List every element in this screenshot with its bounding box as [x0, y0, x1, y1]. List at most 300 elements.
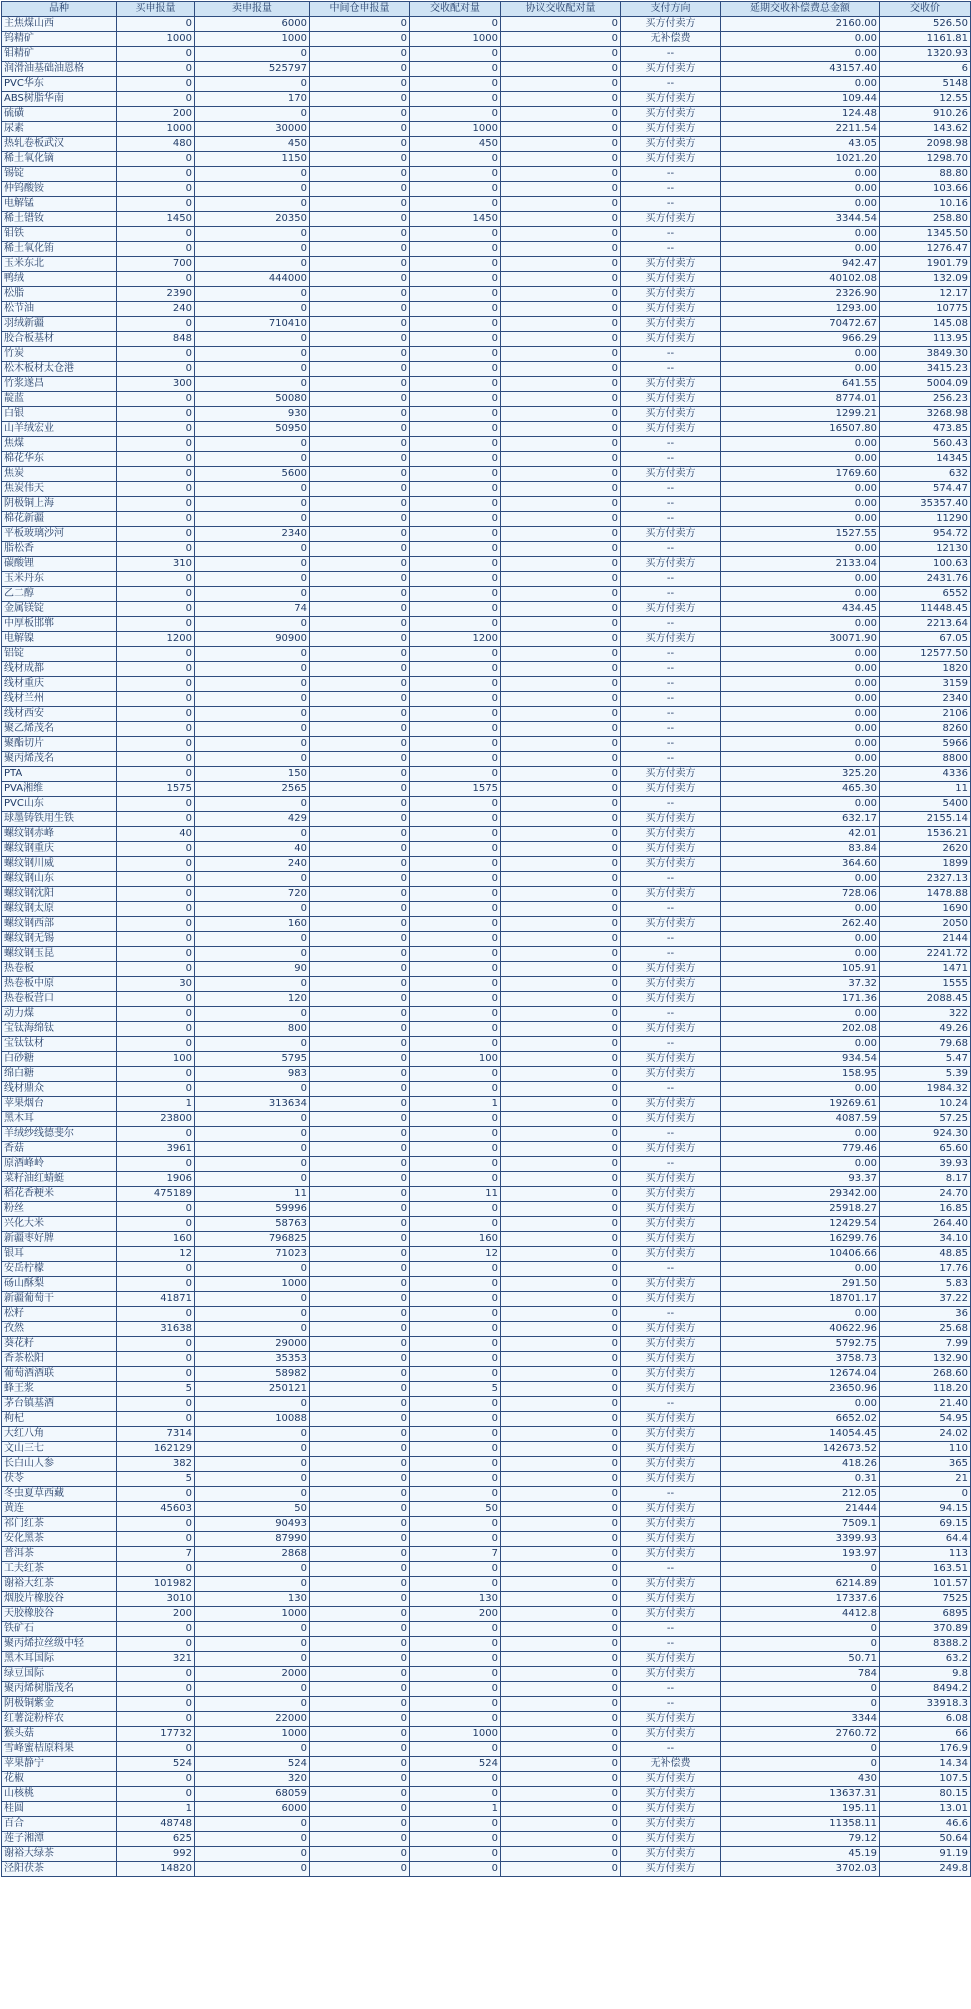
table-row	[2, 242, 971, 257]
cell-variety: 主焦煤山西	[2, 17, 117, 32]
cell-delivery-matched: 0	[410, 1367, 501, 1382]
cell-sell-declared: 50	[195, 1502, 310, 1517]
cell-delivery-matched: 0	[410, 272, 501, 287]
cell-payment-direction: 买方付卖方	[621, 1832, 721, 1847]
table-row	[2, 572, 971, 587]
cell-intermediate-declared: 0	[310, 1787, 410, 1802]
cell-delivery-price: 1536.21	[880, 827, 971, 842]
cell-sell-declared: 10088	[195, 1412, 310, 1427]
cell-payment-direction: --	[621, 1262, 721, 1277]
cell-variety: 焦炭	[2, 467, 117, 482]
cell-sell-declared: 0	[195, 557, 310, 572]
cell-sell-declared: 1150	[195, 152, 310, 167]
cell-buy-declared: 0	[117, 617, 195, 632]
cell-variety: 螺纹钢山东	[2, 872, 117, 887]
cell-agreement-matched: 0	[501, 287, 621, 302]
table-row	[2, 1847, 971, 1862]
cell-delivery-matched: 0	[410, 47, 501, 62]
table-row	[2, 1577, 971, 1592]
cell-variety: 线材重庆	[2, 677, 117, 692]
cell-compensation-total: 0.00	[721, 242, 880, 257]
cell-compensation-total: 1527.55	[721, 527, 880, 542]
cell-agreement-matched: 0	[501, 962, 621, 977]
cell-delivery-matched: 0	[410, 1172, 501, 1187]
cell-buy-declared: 0	[117, 17, 195, 32]
cell-payment-direction: --	[621, 722, 721, 737]
cell-agreement-matched: 0	[501, 1262, 621, 1277]
cell-delivery-price: 33918.3	[880, 1697, 971, 1712]
cell-delivery-matched: 0	[410, 17, 501, 32]
cell-agreement-matched: 0	[501, 452, 621, 467]
cell-delivery-matched: 0	[410, 62, 501, 77]
cell-delivery-price: 5.47	[880, 1052, 971, 1067]
cell-intermediate-declared: 0	[310, 1007, 410, 1022]
cell-payment-direction: 买方付卖方	[621, 992, 721, 1007]
cell-variety: 螺纹钢玉昆	[2, 947, 117, 962]
cell-compensation-total: 12429.54	[721, 1217, 880, 1232]
cell-compensation-total: 193.97	[721, 1547, 880, 1562]
cell-compensation-total: 195.11	[721, 1802, 880, 1817]
cell-intermediate-declared: 0	[310, 167, 410, 182]
cell-sell-declared: 0	[195, 242, 310, 257]
cell-variety: 红薯淀粉梓农	[2, 1712, 117, 1727]
cell-buy-declared: 1	[117, 1097, 195, 1112]
cell-delivery-price: 5966	[880, 737, 971, 752]
cell-compensation-total: 16299.76	[721, 1232, 880, 1247]
cell-intermediate-declared: 0	[310, 1757, 410, 1772]
cell-variety: 碳酸锂	[2, 557, 117, 572]
cell-delivery-price: 7525	[880, 1592, 971, 1607]
cell-buy-declared: 14820	[117, 1862, 195, 1877]
cell-payment-direction: 买方付卖方	[621, 1052, 721, 1067]
cell-variety: 鸭绒	[2, 272, 117, 287]
cell-sell-declared: 250121	[195, 1382, 310, 1397]
cell-delivery-matched: 0	[410, 887, 501, 902]
cell-variety: 稀土镨钕	[2, 212, 117, 227]
cell-intermediate-declared: 0	[310, 137, 410, 152]
cell-compensation-total: 0.00	[721, 1082, 880, 1097]
cell-payment-direction: 买方付卖方	[621, 1337, 721, 1352]
cell-intermediate-declared: 0	[310, 1772, 410, 1787]
cell-buy-declared: 310	[117, 557, 195, 572]
cell-sell-declared: 0	[195, 827, 310, 842]
cell-payment-direction: 买方付卖方	[621, 1067, 721, 1082]
cell-delivery-price: 145.08	[880, 317, 971, 332]
cell-buy-declared: 1200	[117, 632, 195, 647]
cell-delivery-price: 5.83	[880, 1277, 971, 1292]
cell-intermediate-declared: 0	[310, 1142, 410, 1157]
cell-variety: 脂松香	[2, 542, 117, 557]
cell-compensation-total: 2211.54	[721, 122, 880, 137]
cell-compensation-total: 13637.31	[721, 1787, 880, 1802]
cell-delivery-matched: 0	[410, 1142, 501, 1157]
cell-compensation-total: 942.47	[721, 257, 880, 272]
cell-delivery-matched: 0	[410, 767, 501, 782]
cell-buy-declared: 0	[117, 707, 195, 722]
cell-intermediate-declared: 0	[310, 362, 410, 377]
cell-payment-direction: --	[621, 1742, 721, 1757]
cell-buy-declared: 0	[117, 167, 195, 182]
table-row	[2, 587, 971, 602]
cell-variety: 羊绒纱线德斐尔	[2, 1127, 117, 1142]
cell-sell-declared: 130	[195, 1592, 310, 1607]
cell-buy-declared: 0	[117, 1127, 195, 1142]
cell-delivery-matched: 1000	[410, 1727, 501, 1742]
cell-variety: 安化黑茶	[2, 1532, 117, 1547]
cell-compensation-total: 0.31	[721, 1472, 880, 1487]
table-row	[2, 1787, 971, 1802]
cell-payment-direction: --	[621, 1487, 721, 1502]
cell-delivery-price: 322	[880, 1007, 971, 1022]
cell-delivery-matched: 0	[410, 452, 501, 467]
cell-delivery-matched: 0	[410, 1862, 501, 1877]
cell-agreement-matched: 0	[501, 1847, 621, 1862]
cell-agreement-matched: 0	[501, 677, 621, 692]
cell-delivery-price: 6895	[880, 1607, 971, 1622]
cell-agreement-matched: 0	[501, 1232, 621, 1247]
table-row	[2, 1112, 971, 1127]
cell-delivery-price: 48.85	[880, 1247, 971, 1262]
cell-delivery-matched: 100	[410, 1052, 501, 1067]
table-row	[2, 1457, 971, 1472]
cell-variety: 菜籽油红蜻蜓	[2, 1172, 117, 1187]
cell-payment-direction: 买方付卖方	[621, 857, 721, 872]
cell-delivery-price: 1471	[880, 962, 971, 977]
cell-intermediate-declared: 0	[310, 1292, 410, 1307]
cell-payment-direction: 买方付卖方	[621, 1862, 721, 1877]
cell-sell-declared: 71023	[195, 1247, 310, 1262]
header-delivery-matched: 交收配对量	[410, 2, 501, 17]
table-row	[2, 677, 971, 692]
cell-delivery-price: 3415.23	[880, 362, 971, 377]
cell-sell-declared: 240	[195, 857, 310, 872]
cell-intermediate-declared: 0	[310, 782, 410, 797]
cell-intermediate-declared: 0	[310, 482, 410, 497]
cell-payment-direction: --	[621, 1082, 721, 1097]
cell-variety: 苹果烟台	[2, 1097, 117, 1112]
cell-intermediate-declared: 0	[310, 542, 410, 557]
cell-intermediate-declared: 0	[310, 917, 410, 932]
cell-agreement-matched: 0	[501, 1202, 621, 1217]
cell-payment-direction: 买方付卖方	[621, 422, 721, 437]
cell-sell-declared: 11	[195, 1187, 310, 1202]
cell-sell-declared: 0	[195, 1127, 310, 1142]
cell-intermediate-declared: 0	[310, 662, 410, 677]
cell-variety: 香菇	[2, 1142, 117, 1157]
cell-payment-direction: --	[621, 227, 721, 242]
cell-buy-declared: 0	[117, 842, 195, 857]
cell-buy-declared: 0	[117, 992, 195, 1007]
cell-compensation-total: 40622.96	[721, 1322, 880, 1337]
cell-intermediate-declared: 0	[310, 92, 410, 107]
cell-compensation-total: 364.60	[721, 857, 880, 872]
cell-payment-direction: 买方付卖方	[621, 1427, 721, 1442]
table-row	[2, 107, 971, 122]
table-row	[2, 1757, 971, 1772]
cell-delivery-matched: 0	[410, 1682, 501, 1697]
cell-delivery-price: 1690	[880, 902, 971, 917]
cell-buy-declared: 0	[117, 1037, 195, 1052]
cell-delivery-price: 14.34	[880, 1757, 971, 1772]
cell-delivery-matched: 0	[410, 1652, 501, 1667]
cell-intermediate-declared: 0	[310, 1472, 410, 1487]
cell-variety: 螺纹钢沈阳	[2, 887, 117, 902]
cell-delivery-price: 2155.14	[880, 812, 971, 827]
table-row	[2, 1382, 971, 1397]
cell-compensation-total: 0.00	[721, 182, 880, 197]
cell-sell-declared: 0	[195, 1112, 310, 1127]
cell-buy-declared: 0	[117, 407, 195, 422]
cell-sell-declared: 35353	[195, 1352, 310, 1367]
cell-delivery-matched: 0	[410, 557, 501, 572]
cell-intermediate-declared: 0	[310, 1832, 410, 1847]
cell-delivery-matched: 0	[410, 1517, 501, 1532]
table-row	[2, 647, 971, 662]
cell-variety: 苹果静宁	[2, 1757, 117, 1772]
cell-buy-declared: 848	[117, 332, 195, 347]
table-row	[2, 767, 971, 782]
table-row	[2, 1217, 971, 1232]
cell-payment-direction: 买方付卖方	[621, 977, 721, 992]
cell-sell-declared: 983	[195, 1067, 310, 1082]
cell-buy-declared: 0	[117, 1082, 195, 1097]
cell-delivery-matched: 0	[410, 1127, 501, 1142]
cell-delivery-price: 8260	[880, 722, 971, 737]
cell-sell-declared: 313634	[195, 1097, 310, 1112]
cell-compensation-total: 171.36	[721, 992, 880, 1007]
cell-agreement-matched: 0	[501, 647, 621, 662]
cell-agreement-matched: 0	[501, 467, 621, 482]
cell-delivery-price: 365	[880, 1457, 971, 1472]
cell-agreement-matched: 0	[501, 872, 621, 887]
cell-agreement-matched: 0	[501, 977, 621, 992]
cell-delivery-matched: 0	[410, 542, 501, 557]
cell-variety: 线材西安	[2, 707, 117, 722]
cell-delivery-matched: 0	[410, 512, 501, 527]
cell-variety: 铝锭	[2, 647, 117, 662]
cell-agreement-matched: 0	[501, 1592, 621, 1607]
cell-agreement-matched: 0	[501, 1757, 621, 1772]
table-row	[2, 122, 971, 137]
cell-intermediate-declared: 0	[310, 1262, 410, 1277]
cell-agreement-matched: 0	[501, 32, 621, 47]
cell-intermediate-declared: 0	[310, 197, 410, 212]
cell-delivery-matched: 0	[410, 287, 501, 302]
cell-payment-direction: --	[621, 47, 721, 62]
cell-variety: 电解镍	[2, 632, 117, 647]
table-row	[2, 62, 971, 77]
cell-payment-direction: 买方付卖方	[621, 1322, 721, 1337]
cell-intermediate-declared: 0	[310, 302, 410, 317]
cell-delivery-price: 50.64	[880, 1832, 971, 1847]
cell-intermediate-declared: 0	[310, 1652, 410, 1667]
cell-variety: 松籽	[2, 1307, 117, 1322]
cell-agreement-matched: 0	[501, 1622, 621, 1637]
cell-agreement-matched: 0	[501, 1862, 621, 1877]
cell-delivery-price: 163.51	[880, 1562, 971, 1577]
cell-compensation-total: 779.46	[721, 1142, 880, 1157]
cell-buy-declared: 0	[117, 272, 195, 287]
cell-agreement-matched: 0	[501, 947, 621, 962]
cell-delivery-matched: 1	[410, 1097, 501, 1112]
cell-intermediate-declared: 0	[310, 122, 410, 137]
cell-buy-declared: 0	[117, 1277, 195, 1292]
cell-payment-direction: 买方付卖方	[621, 1142, 721, 1157]
cell-variety: 聚丙烯树脂茂名	[2, 1682, 117, 1697]
cell-sell-declared: 0	[195, 662, 310, 677]
cell-buy-declared: 2390	[117, 287, 195, 302]
cell-buy-declared: 0	[117, 1367, 195, 1382]
cell-compensation-total: 21444	[721, 1502, 880, 1517]
table-row	[2, 1832, 971, 1847]
cell-agreement-matched: 0	[501, 1682, 621, 1697]
cell-buy-declared: 0	[117, 47, 195, 62]
cell-delivery-matched: 1450	[410, 212, 501, 227]
cell-agreement-matched: 0	[501, 782, 621, 797]
cell-sell-declared: 90	[195, 962, 310, 977]
table-row	[2, 557, 971, 572]
cell-payment-direction: 买方付卖方	[621, 317, 721, 332]
cell-compensation-total: 966.29	[721, 332, 880, 347]
cell-intermediate-declared: 0	[310, 1532, 410, 1547]
cell-delivery-price: 910.26	[880, 107, 971, 122]
cell-compensation-total: 430	[721, 1772, 880, 1787]
cell-payment-direction: --	[621, 932, 721, 947]
cell-agreement-matched: 0	[501, 512, 621, 527]
cell-compensation-total: 0.00	[721, 482, 880, 497]
cell-sell-declared: 0	[195, 77, 310, 92]
cell-intermediate-declared: 0	[310, 1307, 410, 1322]
table-header-row	[2, 2, 971, 17]
cell-payment-direction: --	[621, 572, 721, 587]
cell-buy-declared: 101982	[117, 1577, 195, 1592]
cell-sell-declared: 2565	[195, 782, 310, 797]
cell-sell-declared: 2000	[195, 1667, 310, 1682]
cell-agreement-matched: 0	[501, 1742, 621, 1757]
cell-delivery-matched: 0	[410, 377, 501, 392]
cell-variety: 祁门红茶	[2, 1517, 117, 1532]
cell-delivery-price: 2241.72	[880, 947, 971, 962]
cell-payment-direction: 买方付卖方	[621, 467, 721, 482]
cell-agreement-matched: 0	[501, 47, 621, 62]
cell-agreement-matched: 0	[501, 1292, 621, 1307]
cell-variety: 聚乙烯茂名	[2, 722, 117, 737]
cell-agreement-matched: 0	[501, 632, 621, 647]
cell-payment-direction: --	[621, 1562, 721, 1577]
cell-variety: 白砂糖	[2, 1052, 117, 1067]
cell-agreement-matched: 0	[501, 1112, 621, 1127]
table-row	[2, 932, 971, 947]
cell-delivery-price: 34.10	[880, 1232, 971, 1247]
cell-variety: 烟胶片橡胶谷	[2, 1592, 117, 1607]
table-row	[2, 272, 971, 287]
cell-buy-declared: 0	[117, 1337, 195, 1352]
cell-variety: 天胶橡胶谷	[2, 1607, 117, 1622]
cell-delivery-price: 1899	[880, 857, 971, 872]
cell-delivery-price: 6.08	[880, 1712, 971, 1727]
cell-variety: 靛蓝	[2, 392, 117, 407]
cell-payment-direction: 买方付卖方	[621, 782, 721, 797]
table-row	[2, 1862, 971, 1877]
cell-payment-direction: 买方付卖方	[621, 1547, 721, 1562]
table-row	[2, 1172, 971, 1187]
cell-variety: ABS树脂华南	[2, 92, 117, 107]
cell-intermediate-declared: 0	[310, 632, 410, 647]
cell-sell-declared: 0	[195, 677, 310, 692]
cell-compensation-total: 124.48	[721, 107, 880, 122]
cell-variety: 竹炭	[2, 347, 117, 362]
cell-agreement-matched: 0	[501, 1067, 621, 1082]
cell-compensation-total: 2160.00	[721, 17, 880, 32]
cell-intermediate-declared: 0	[310, 677, 410, 692]
cell-agreement-matched: 0	[501, 1052, 621, 1067]
cell-sell-declared: 0	[195, 1862, 310, 1877]
cell-sell-declared: 0	[195, 1652, 310, 1667]
cell-agreement-matched: 0	[501, 1532, 621, 1547]
cell-delivery-price: 3159	[880, 677, 971, 692]
cell-delivery-matched: 0	[410, 1832, 501, 1847]
cell-sell-declared: 0	[195, 1307, 310, 1322]
cell-intermediate-declared: 0	[310, 47, 410, 62]
cell-variety: 松木板材太仓港	[2, 362, 117, 377]
table-row	[2, 1697, 971, 1712]
cell-sell-declared: 0	[195, 1622, 310, 1637]
cell-payment-direction: 买方付卖方	[621, 557, 721, 572]
cell-delivery-price: 560.43	[880, 437, 971, 452]
cell-buy-declared: 0	[117, 1787, 195, 1802]
cell-compensation-total: 4087.59	[721, 1112, 880, 1127]
cell-payment-direction: 买方付卖方	[621, 1292, 721, 1307]
cell-compensation-total: 0.00	[721, 167, 880, 182]
cell-agreement-matched: 0	[501, 392, 621, 407]
table-row	[2, 197, 971, 212]
cell-intermediate-declared: 0	[310, 1562, 410, 1577]
cell-delivery-matched: 0	[410, 1262, 501, 1277]
table-row	[2, 1547, 971, 1562]
cell-variety: 尿素	[2, 122, 117, 137]
cell-sell-declared: 0	[195, 797, 310, 812]
cell-agreement-matched: 0	[501, 1697, 621, 1712]
cell-payment-direction: 买方付卖方	[621, 407, 721, 422]
cell-compensation-total: 465.30	[721, 782, 880, 797]
cell-buy-declared: 1450	[117, 212, 195, 227]
cell-intermediate-declared: 0	[310, 872, 410, 887]
cell-compensation-total: 0.00	[721, 707, 880, 722]
cell-variety: 宝钛钛材	[2, 1037, 117, 1052]
table-row	[2, 542, 971, 557]
cell-sell-declared: 0	[195, 1292, 310, 1307]
cell-intermediate-declared: 0	[310, 1592, 410, 1607]
cell-delivery-matched: 1575	[410, 782, 501, 797]
cell-variety: 钼精矿	[2, 47, 117, 62]
cell-payment-direction: 买方付卖方	[621, 62, 721, 77]
cell-buy-declared: 0	[117, 1697, 195, 1712]
cell-intermediate-declared: 0	[310, 977, 410, 992]
cell-sell-declared: 0	[195, 1082, 310, 1097]
cell-buy-declared: 382	[117, 1457, 195, 1472]
cell-payment-direction: --	[621, 1397, 721, 1412]
cell-payment-direction: --	[621, 482, 721, 497]
cell-buy-declared: 0	[117, 1622, 195, 1637]
cell-compensation-total: 0.00	[721, 947, 880, 962]
cell-sell-declared: 450	[195, 137, 310, 152]
cell-delivery-matched: 0	[410, 1412, 501, 1427]
cell-buy-declared: 1000	[117, 122, 195, 137]
cell-agreement-matched: 0	[501, 1787, 621, 1802]
cell-agreement-matched: 0	[501, 1082, 621, 1097]
cell-delivery-matched: 0	[410, 1742, 501, 1757]
table-row	[2, 947, 971, 962]
